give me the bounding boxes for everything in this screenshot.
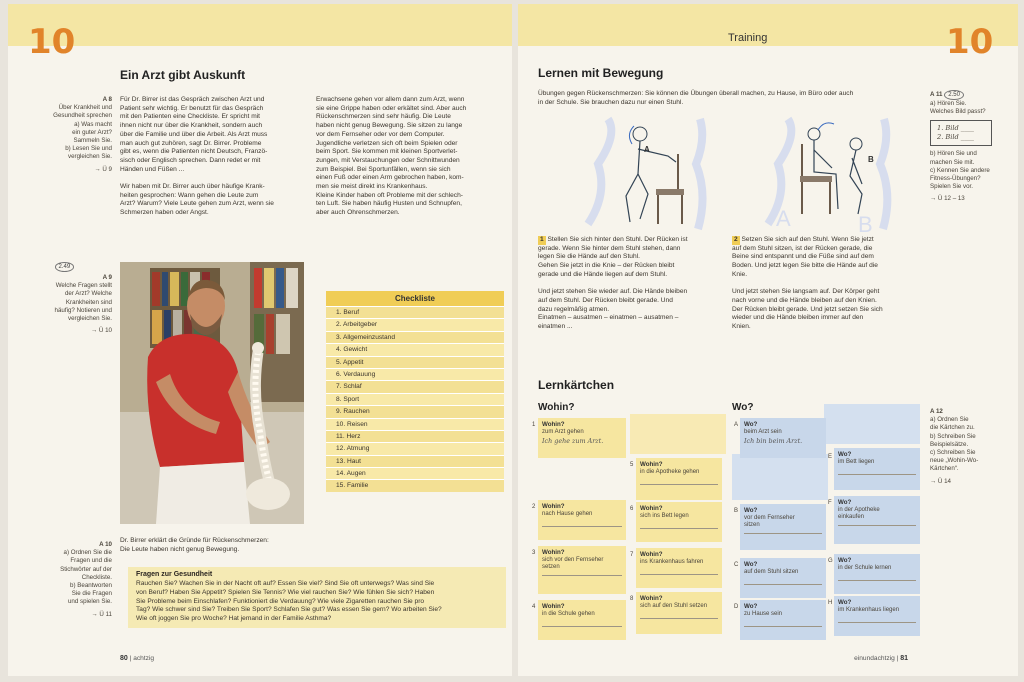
card-answer-line[interactable]	[838, 580, 916, 581]
card-number: B	[734, 508, 739, 514]
card-question: Wo?	[744, 507, 758, 514]
card-number: G	[828, 558, 833, 564]
a10-line: Stichwörter auf der	[60, 565, 112, 573]
a8-link[interactable]: → Ü 9	[94, 165, 112, 173]
card-answer-line[interactable]	[640, 528, 718, 529]
checklist	[326, 291, 504, 492]
questions-box	[128, 567, 506, 628]
a11-line: a) Hören Sie.	[930, 100, 967, 107]
text-line: man auch gut zuhören, sagt Dr. Birrer. Probleme	[120, 139, 262, 147]
text-line: Arzt? Warum? Viele Leute gehen zum Arzt, wenn sie	[120, 200, 274, 208]
wo-card-h[interactable]	[834, 596, 920, 636]
text-line: in der Schule. Sie brauchen dazu nur einen Stuhl.	[538, 98, 684, 106]
text-line: gibt es, wenn die Patienten nicht Deutsch, Franzö-	[120, 148, 268, 156]
questions-title: Fragen zur Gesundheit	[136, 571, 213, 578]
card-question: Wohin?	[640, 595, 663, 602]
a10-line: Fragen und die	[70, 557, 112, 565]
card-phrase: in die Schule gehen	[542, 611, 595, 617]
card-answer-line[interactable]	[542, 575, 622, 576]
a10-line: b) Beantworten	[70, 582, 112, 590]
card-phrase: vor dem Fernseher	[744, 515, 795, 521]
checklist-item: 7. Schlaf	[326, 380, 504, 392]
card-handwritten: Ich bin beim Arzt.	[744, 437, 803, 445]
a12-line: Kärtchen“.	[930, 465, 959, 473]
checklist-item: 14. Augen	[326, 467, 504, 479]
text-line: dazu regelmäßig atmen.	[538, 305, 610, 313]
questions-line: Tag? Wie schwer sind Sie? Treiben Sie Sport? Schlafen Sie gut? Was essen Sie gern? Wo arbeiten Sie?	[136, 606, 442, 614]
a11-line: machen Sie mit.	[930, 158, 975, 166]
questions-body	[136, 580, 498, 624]
text-line: über die Familie und über die Arbeit. Als Arzt muss	[120, 130, 268, 138]
card-phrase: nach Hause gehen	[542, 511, 593, 517]
right-page	[518, 4, 1018, 676]
text-line: Und jetzt stehen Sie langsam auf. Der Körper geht	[732, 288, 880, 296]
text-line: legen Sie die Hände auf den Stuhl.	[538, 253, 640, 261]
a12-ref: A 12	[930, 408, 943, 415]
checklist-item: 13. Haut	[326, 455, 504, 467]
a11-line: b) Hören Sie und	[930, 150, 977, 158]
checklist-rows	[326, 306, 504, 492]
card-answer-line[interactable]	[838, 474, 916, 475]
text-line: mit den Patienten eine Checkliste. Er spricht mit	[120, 113, 260, 121]
page-word: achtzig	[133, 655, 155, 662]
card-number: D	[734, 604, 739, 610]
card-question: Wo?	[838, 599, 852, 606]
card-number: 3	[532, 550, 536, 556]
card-answer-line[interactable]	[744, 626, 822, 627]
wo-card-e[interactable]	[834, 448, 920, 490]
card-answer-line[interactable]	[744, 584, 822, 585]
page-number: 81	[900, 655, 908, 662]
checklist-item: 3. Allgemeinzustand	[326, 331, 504, 343]
text-line: Übungen gegen Rückenschmerzen: Sie können die Übungen überall machen, zu Hause, im Büro oder auch	[538, 90, 854, 97]
text-line: Stellen Sie sich hinter den Stuhl. Der Rücken ist	[547, 236, 688, 243]
bild-answer-1: 1. Bild ____	[937, 124, 974, 133]
svg-text:B: B	[858, 212, 873, 234]
a10-line: Sie die Fragen	[71, 590, 112, 598]
a8-line: a) Was macht	[74, 120, 112, 128]
text-line: Händen und Füßen ...	[120, 165, 185, 173]
card-phrase: sich auf den Stuhl setzen	[640, 603, 708, 609]
card-placeholder	[732, 454, 828, 500]
a11-line: Spielen Sie vor.	[930, 183, 973, 191]
a12-line: die Kärtchen zu.	[930, 424, 975, 432]
card-phrase-2: setzen	[542, 564, 560, 570]
text-line: Setzen Sie sich auf den Stuhl. Wenn Sie jetzt	[741, 236, 874, 243]
card-handwritten: Ich gehe zum Arzt.	[542, 437, 604, 445]
bild-answer-2: 2. Bild ____	[937, 133, 974, 142]
text-line: Boden. Und jetzt legen Sie bitte die Hände auf die	[732, 262, 878, 270]
card-phrase: zu Hause sein	[744, 611, 783, 617]
card-number: E	[828, 454, 833, 460]
card-number: C	[734, 562, 739, 568]
exercise-2-number: 2	[734, 236, 738, 243]
exercise-illustration-b	[758, 114, 908, 234]
card-question: Wohin?	[542, 421, 565, 428]
a8-line: ein guter Arzt?	[72, 128, 112, 136]
intro-text	[538, 90, 853, 107]
text-line: ihnen nicht nur über die Krankheit, sondern auch	[120, 122, 263, 130]
card-number: 2	[532, 504, 536, 510]
caption-line: Dr. Birrer erklärt die Gründe für Rückenschmerzen:	[120, 537, 269, 544]
card-number: H	[828, 600, 833, 606]
text-line: zum Beispiel. Bei Sportunfällen, wenn sie sich	[316, 165, 451, 173]
illus-label-a: A	[644, 145, 650, 154]
a9-link[interactable]: → Ü 10	[91, 327, 112, 335]
text-line: ten Luft. Sie haben häufig Husten und Schnupfen,	[316, 200, 462, 208]
card-phrase: sich ins Bett legen	[640, 513, 689, 519]
card-number: 5	[630, 462, 634, 468]
card-question: Wo?	[838, 557, 852, 564]
card-number: 6	[630, 506, 634, 512]
questions-line: Sie Probleme beim Einschlafen? Funktioniert die Verdauung? Wie viele Zigaretten rauchen Sie pro	[136, 597, 425, 605]
text-line: Erwachsene gehen vor allem dann zum Arzt, wenn	[316, 96, 465, 103]
card-number: A	[734, 422, 739, 428]
questions-line: Rauchen Sie? Wachen Sie in der Nacht oft auf? Essen Sie viel? Sind Sie oft unterwegs? Was sind Sie	[136, 580, 435, 587]
card-number: 7	[630, 552, 634, 558]
card-phrase-2: sitzen	[744, 522, 760, 528]
a11-line: c) Kennen Sie andere	[930, 166, 990, 174]
exercise-1-number: 1	[540, 236, 544, 243]
card-question: Wohin?	[542, 549, 565, 556]
a12-link[interactable]: → Ü 14	[930, 477, 951, 485]
wohin-card-1[interactable]	[538, 418, 626, 458]
a10-ref: A 10	[99, 541, 112, 548]
wohin-heading: Wohin?	[538, 402, 575, 413]
card-answer-line[interactable]	[640, 574, 718, 575]
a12-line: Beispielsätze.	[930, 440, 969, 448]
card-phrase: ins Krankenhaus fahren	[640, 559, 704, 565]
card-question: Wo?	[744, 421, 758, 428]
card-question: Wohin?	[542, 603, 565, 610]
a8-line: Sammeln Sie.	[73, 137, 112, 145]
a10-line: a) Ordnen Sie die	[63, 549, 112, 557]
exercise-1-text	[538, 236, 688, 332]
a8-line: Über Krankheit und	[58, 104, 112, 112]
text-line: Für Dr. Birrer ist das Gespräch zwischen Arzt und	[120, 96, 265, 103]
a10-line: Checkliste.	[81, 573, 112, 581]
wo-card-f[interactable]	[834, 496, 920, 544]
card-question: Wo?	[838, 499, 852, 506]
checklist-title: Checkliste	[326, 291, 504, 306]
a8-line: vergleichen Sie.	[67, 153, 112, 161]
wohin-card-8[interactable]	[636, 592, 722, 634]
text-line: beim Sport. Sie kommen mit kleinen Sportverlet-	[316, 148, 458, 156]
card-phrase: in der Schule lernen	[838, 565, 892, 571]
header-bar	[8, 4, 512, 46]
a9-line: Krankheiten sind	[65, 298, 112, 306]
wohin-card-6[interactable]	[636, 502, 722, 542]
a12-line: b) Schreiben Sie	[930, 432, 976, 440]
page-title: Ein Arzt gibt Auskunft	[120, 68, 246, 82]
page-number: 80	[120, 655, 128, 662]
cd-icon[interactable]: 2.50	[944, 90, 964, 100]
text-line: Gehen Sie jetzt in die Knie – der Rücken bleibt	[538, 262, 675, 270]
wo-heading: Wo?	[732, 402, 754, 413]
a9-line: der Arzt? Welche	[64, 290, 112, 298]
svg-text:A: A	[776, 206, 791, 231]
text-line: gerade und die Hände liegen auf dem Stuhl.	[538, 270, 668, 278]
card-phrase: auf dem Stuhl sitzen	[744, 569, 799, 575]
text-line: Knien.	[732, 323, 751, 331]
card-answer-line[interactable]	[838, 525, 916, 526]
card-number: 8	[630, 596, 634, 602]
card-question: Wohin?	[640, 551, 663, 558]
text-line: Beine sind entspannt und die Füße sind auf dem	[732, 253, 874, 261]
card-question: Wo?	[744, 603, 758, 610]
header-bar	[518, 4, 1018, 46]
doctor-photo	[120, 262, 304, 524]
a9-line: vergleichen Sie.	[67, 315, 112, 323]
wo-card-c[interactable]	[740, 558, 826, 598]
text-line: aber auch Ohrenschmerzen.	[316, 209, 400, 217]
text-line: Einatmen – ausatmen – einatmen – ausatmen –	[538, 314, 679, 322]
section-header: Training	[728, 32, 768, 44]
right-footer: einundachtzig | 81	[854, 655, 908, 662]
card-question: Wohin?	[640, 461, 663, 468]
a12-sidebar	[930, 408, 978, 486]
cards-title: Lernkärtchen	[538, 378, 615, 392]
text-line: Schmerzen haben oder Angst.	[120, 209, 209, 217]
a8-line: Gesundheit sprechen	[53, 112, 112, 120]
left-footer: 80 | achtzig	[120, 655, 155, 662]
a10-sidebar	[60, 541, 112, 619]
exercise-2-text	[732, 236, 883, 332]
cd-icon[interactable]: 2.49	[55, 262, 75, 272]
a11-sidebar	[930, 90, 992, 204]
card-phrase: beim Arzt sein	[744, 429, 782, 435]
card-answer-line[interactable]	[640, 484, 718, 485]
a10-link[interactable]: → Ü 11	[91, 610, 112, 618]
wo-card-d[interactable]	[740, 600, 826, 640]
text-line: men sie meist direkt ins Krankenhaus.	[316, 183, 428, 191]
text-line: Kleine Kinder haben oft Probleme mit der schlech-	[316, 191, 463, 199]
page-badge: 10	[946, 22, 994, 62]
a12-line: c) Schreiben Sie	[930, 449, 976, 457]
exercise-illustration-a	[578, 114, 728, 234]
wo-card-a[interactable]	[740, 418, 826, 458]
text-line: Patient sehr wichtig. Er benutzt für das Gespräch	[120, 104, 264, 112]
article-column-2	[316, 96, 466, 218]
checklist-item: 1. Beruf	[326, 306, 504, 318]
text-line: wieder und die Hände bleiben immer auf den	[732, 314, 864, 322]
text-line: Jugendliche verletzen sich oft beim Spielen oder	[316, 139, 458, 147]
page-word: einundachtzig	[854, 655, 895, 662]
checklist-item: 10. Reisen	[326, 418, 504, 430]
card-question: Wohin?	[542, 503, 565, 510]
a12-line: neue „Wohin-Wo-	[930, 457, 979, 465]
article-column-1	[120, 96, 274, 218]
card-phrase: im Krankenhaus liegen	[838, 607, 900, 613]
page-badge: 10	[28, 22, 76, 62]
wohin-card-5[interactable]	[636, 458, 722, 500]
card-answer-line[interactable]	[542, 526, 622, 527]
photo-caption	[120, 537, 269, 554]
text-line: einatmen ...	[538, 323, 573, 331]
wohin-card-2[interactable]	[538, 500, 626, 540]
card-phrase: in der Apotheke	[838, 507, 880, 513]
checklist-item: 9. Rauchen	[326, 405, 504, 417]
text-line: einen Fuß oder einen Arm gebrochen haben, kom-	[316, 174, 464, 182]
text-line: gerade. Wenn Sie hinter dem Stuhl stehen, dann	[538, 244, 681, 252]
text-line: zungen, mit Verstauchungen oder Schnittwunden	[316, 156, 460, 164]
left-page	[8, 4, 512, 676]
text-line: vor dem Fernseher oder vor dem Computer.	[316, 130, 445, 138]
questions-line: Wie oft joggen Sie pro Woche? Hat jemand in der Familie Asthma?	[136, 615, 332, 623]
text-line: Der Rücken bleibt gerade. Und jetzt setzen Sie sich	[732, 305, 883, 313]
a9-ref: A 9	[102, 274, 112, 281]
card-question: Wo?	[838, 451, 852, 458]
card-number: 4	[532, 604, 536, 610]
a8-line: b) Lesen Sie und	[65, 145, 112, 153]
wohin-card-3[interactable]	[538, 546, 626, 594]
text-line: haben nicht genug Bewegung. Sie sitzen zu lange	[316, 122, 463, 130]
card-phrase: sich vor den Fernseher	[542, 557, 604, 563]
card-question: Wo?	[744, 561, 758, 568]
card-placeholder	[630, 414, 726, 454]
a11-line: Fitness-Übungen?	[930, 175, 981, 183]
checklist-item: 11. Herz	[326, 430, 504, 442]
text-line: auf dem Stuhl. Der Rücken bleibt gerade. Und	[538, 296, 673, 304]
doctor-photo-image	[120, 262, 304, 524]
questions-line: von Beruf? Haben Sie Appetit? Spielen Sie Tennis? Wie viel rauchen Sie? Wie fühlen Sie sich? Haben	[136, 588, 435, 596]
a8-sidebar	[53, 96, 112, 174]
text-line: Rückenschmerzen sind sehr häufig. Die Leute	[316, 113, 451, 121]
text-line: sisch oder Englisch sprechen. Dann redet er mit	[120, 156, 261, 164]
a8-ref: A 8	[102, 96, 112, 103]
text-line: heiten gesprochen: Wann gehen die Leute zum	[120, 191, 259, 199]
text-gap	[120, 174, 274, 183]
card-phrase: im Bett liegen	[838, 459, 875, 465]
text-line: Und jetzt stehen Sie wieder auf. Die Hände bleiben	[538, 288, 688, 296]
text-line: Knie.	[732, 270, 748, 278]
card-answer-line[interactable]	[542, 626, 622, 627]
text-line: nach vorne und die Hände bleiben auf den Knien.	[732, 296, 877, 304]
checklist-item: 5. Appetit	[326, 356, 504, 368]
section-title: Lernen mit Bewegung	[538, 66, 664, 80]
checklist-item: 4. Gewicht	[326, 343, 504, 355]
checklist-item: 6. Verdauung	[326, 368, 504, 380]
checklist-item: 2. Arbeitgeber	[326, 318, 504, 330]
card-answer-line[interactable]	[744, 533, 822, 534]
text-gap	[732, 280, 883, 289]
illus-label-b: B	[868, 155, 874, 164]
card-number: F	[828, 500, 832, 506]
text-gap	[538, 280, 688, 289]
card-phrase: zum Arzt gehen	[542, 429, 584, 435]
card-question: Wohin?	[640, 505, 663, 512]
checklist-item: 12. Atmung	[326, 442, 504, 454]
checklist-item: 8. Sport	[326, 393, 504, 405]
card-phrase-2: einkaufen	[838, 514, 865, 520]
a11-line: Welches Bild passt?	[930, 108, 986, 116]
a11-link[interactable]: → Ü 12 – 13	[930, 195, 965, 203]
wohin-card-7[interactable]	[636, 548, 722, 588]
card-phrase: in die Apotheke gehen	[640, 469, 700, 475]
card-placeholder	[824, 404, 920, 444]
a11-ref: A 11	[930, 91, 943, 98]
wo-card-g[interactable]	[834, 554, 920, 594]
card-number: 1	[532, 422, 536, 428]
caption-line: Die Leute haben nicht genug Bewegung.	[120, 545, 240, 553]
a10-line: und spielen Sie.	[67, 598, 112, 606]
text-line: auf dem Stuhl sitzen, ist der Rücken gerade, die	[732, 244, 873, 252]
checklist-item: 15. Familie	[326, 479, 504, 491]
text-line: Wir haben mit Dr. Birrer auch über häufige Krank-	[120, 183, 265, 191]
card-answer-line[interactable]	[838, 622, 916, 623]
wohin-card-4[interactable]	[538, 600, 626, 640]
a9-line: häufig? Notieren und	[54, 306, 112, 314]
a12-line: a) Ordnen Sie	[930, 416, 969, 424]
text-line: sie eine Grippe haben oder erkältet sind. Aber auch	[316, 104, 467, 112]
a9-line: Welche Fragen stellt	[55, 282, 112, 290]
bild-answer-box[interactable]	[930, 120, 992, 146]
card-answer-line[interactable]	[640, 618, 718, 619]
wo-card-b[interactable]	[740, 504, 826, 550]
a9-sidebar	[55, 262, 112, 335]
